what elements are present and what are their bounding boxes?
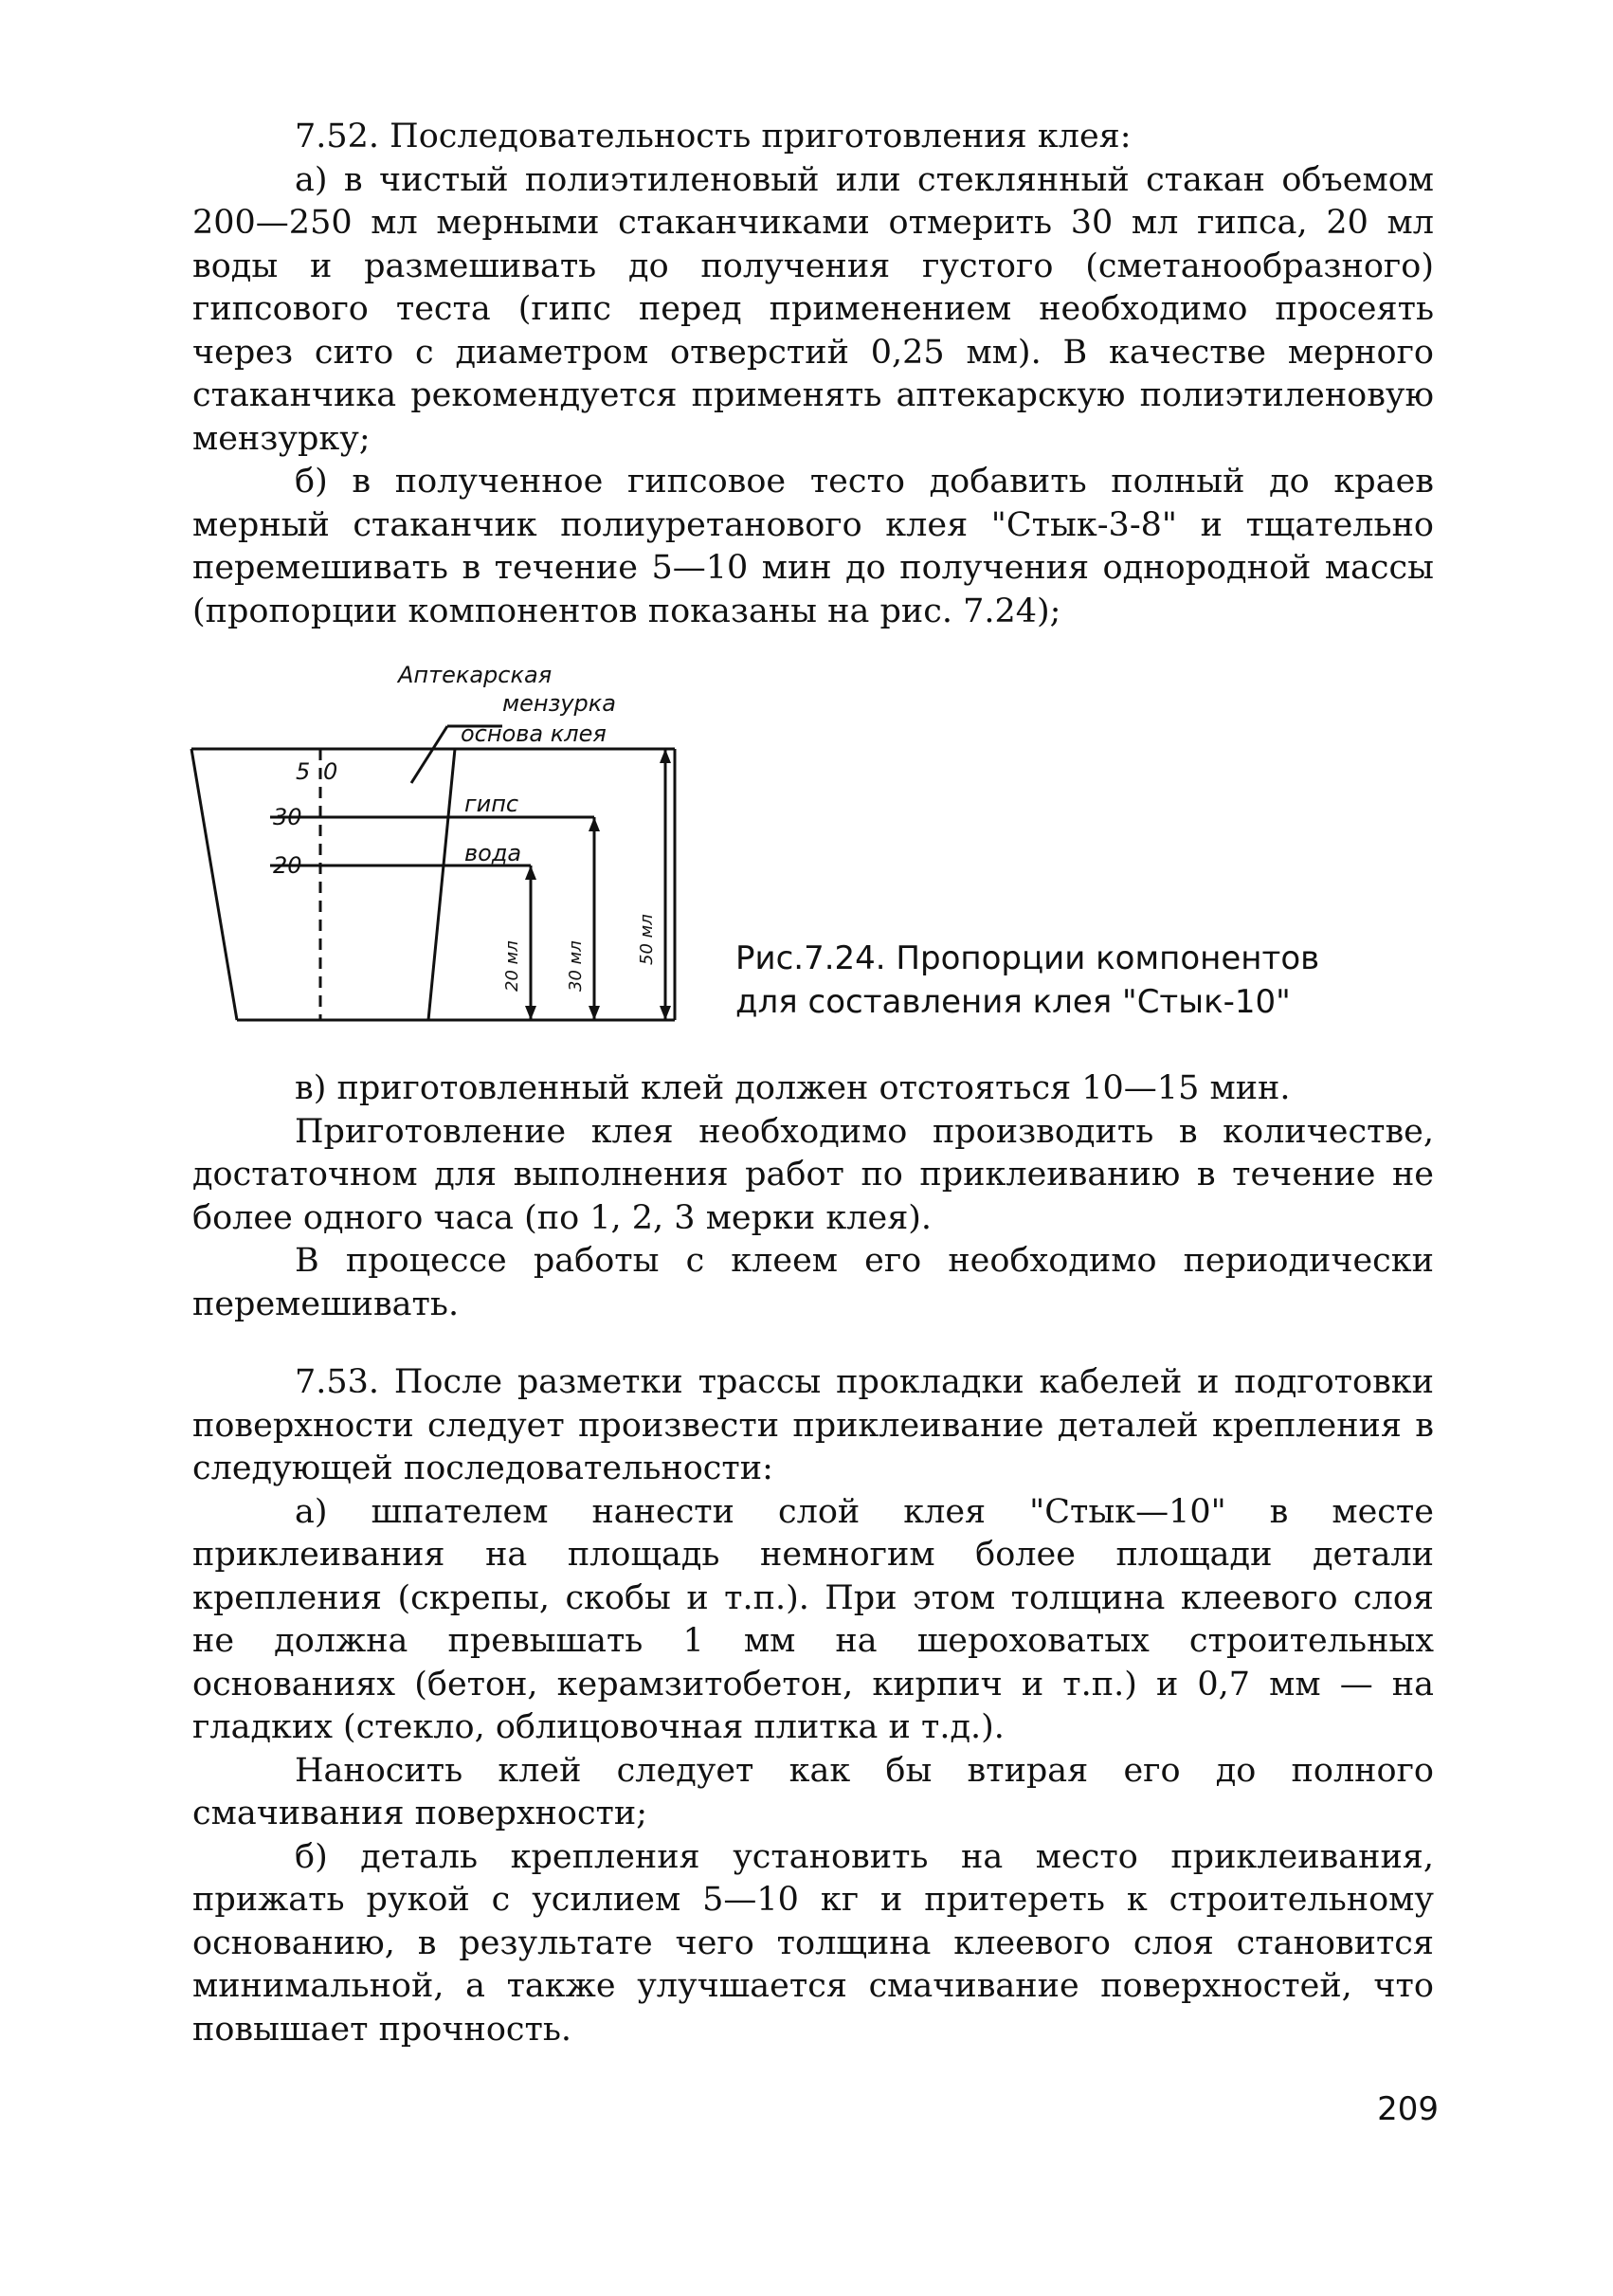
label-aptekarskaya: Аптекарская — [398, 662, 553, 688]
scale-ticks — [313, 817, 328, 866]
item-b-paragraph: б) в полученное гипсовое тесто добавить полный до краев мерный стаканчик полиуретанового клея "Стык-3-8" и тщательно перемешивать в течение 5—10 мин до получения однородной массы (пропорции компонентов показаны на рис. 7.24); — [192, 463, 1434, 630]
apply-paragraph: Наносить клей следует как бы втирая его до полного смачивания поверхности; — [192, 1751, 1434, 1832]
scale-5: 5 — [296, 758, 311, 785]
label-voda: вода — [464, 840, 522, 866]
item-a-paragraph: а) в чистый полиэтиленовый или стеклянный стакан объемом 200—250 мл мерными стаканчиками отмерить 30 мл гипса, 20 мл воды и размешивать до получения густого (сметанообразного) гипсового теста (гипс перед применением необходимо просеять через сито с диаметром отверстий 0,25 мм). В качестве мерного стаканчика рекомендуется применять аптекарскую полиэтиленовую мензурку; — [192, 160, 1434, 458]
dim-30ml: 30 мл — [566, 940, 586, 992]
item-b-paragraph: б) деталь крепления установить на место приклеивания, прижать рукой с усилием 5—10 кг и притереть к строительному основанию, в результате чего толщина клеевого слоя становится минимальной, а также улучшается смачивание поверхностей, что повышает прочность. — [192, 1837, 1434, 2049]
section-7-53 — [192, 1361, 1434, 2051]
section-7-52-top — [192, 116, 1434, 633]
section-heading: 7.52. Последовательность приготовления клея: — [295, 118, 1132, 155]
item-a-paragraph: а) шпателем нанести слой клея "Стык—10" в месте приклеивания на площадь немногим более площади детали крепления (скрепы, скобы и т.п.). При этом толщина клеевого слоя не должна превышать 1 мм на шероховатых строительных основаниях (бетон, керамзитобетон, кирпич и т.п.) и 0,7 мм — на гладких (стекло, облицовочная плитка и т.д.). — [192, 1492, 1434, 1746]
section-7-52-bottom — [192, 1067, 1434, 1326]
figure-7-24 — [180, 662, 1441, 1041]
caption-line-2: для составления клея "Стык-10" — [735, 983, 1291, 1021]
figure-caption — [735, 937, 1399, 1024]
section-7-53-intro: 7.53. После разметки трассы прокладки кабелей и подготовки поверхности следует произвести приклеивание деталей крепления в следующей последовательности: — [192, 1363, 1434, 1487]
page-number: 209 — [1377, 2090, 1439, 2128]
label-gips: гипс — [464, 791, 519, 817]
item-v-paragraph: в) приготовленный клей должен отстояться 10—15 мин. — [295, 1069, 1291, 1107]
scale-20: 20 — [273, 852, 302, 879]
cup-outline — [191, 726, 675, 1020]
dim-20ml: 20 мл — [502, 940, 522, 992]
label-osnova-klea: основа клея — [461, 720, 607, 747]
scale-30: 30 — [273, 804, 302, 830]
preparation-paragraph: Приготовление клея необходимо производить в количестве, достаточном для выполнения работ по приклеиванию в течение не более одного часа (по 1, 2, 3 мерки клея). — [192, 1112, 1434, 1237]
stirring-paragraph: В процессе работы с клеем его необходимо периодически перемешивать. — [192, 1242, 1434, 1323]
dimension-arrows — [525, 749, 671, 1020]
caption-line-1: Рис.7.24. Пропорции компонентов — [735, 939, 1320, 977]
label-menzurka: мензурка — [502, 690, 616, 717]
dim-50ml: 50 мл — [637, 914, 657, 965]
scale-0: 0 — [323, 758, 338, 785]
